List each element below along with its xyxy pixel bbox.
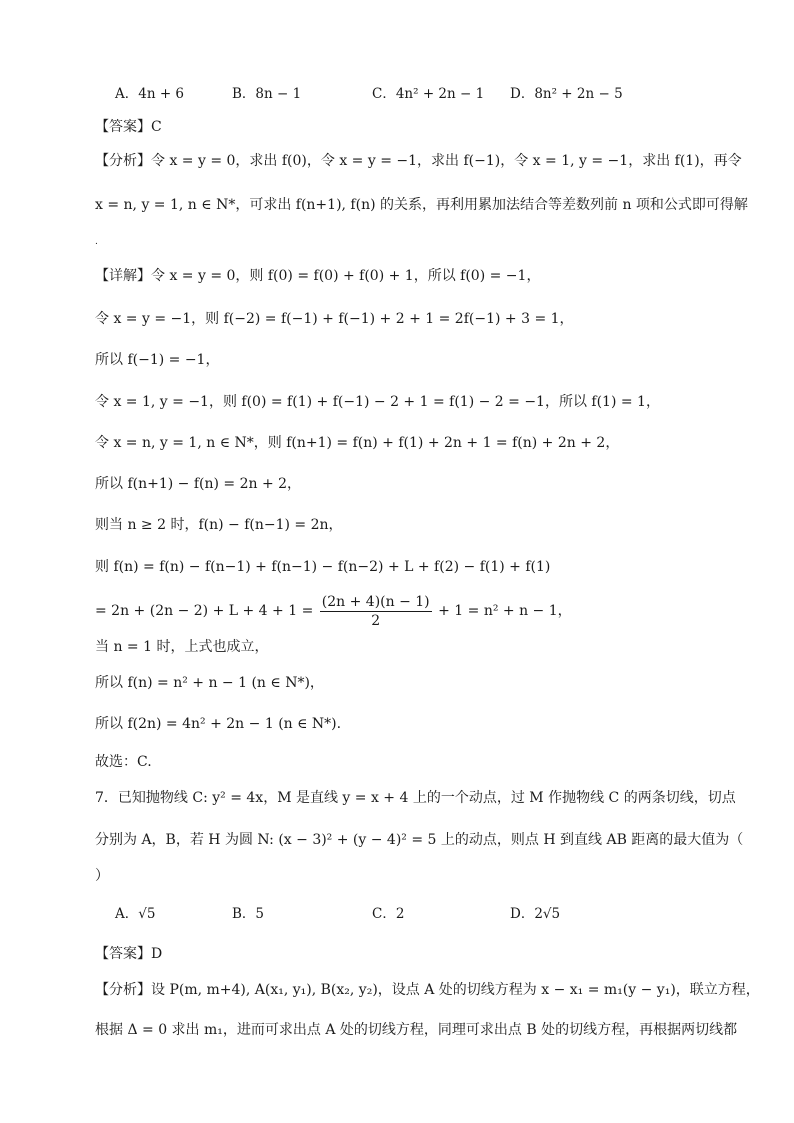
q7-answer-line [95,944,162,964]
sum-result: + 1 = n² + n − 1， [438,603,572,619]
q6-detail-line-3: 所以 f(−1) = −1， [95,352,220,368]
fraction [320,594,432,629]
q6-analysis-line-1 [95,151,742,171]
q6-analysis-line-2: x = n, y = 1, n ∈ N*，可求出 f(n+1), f(n) 的关系，再利用累加法结合等差数列前 n 项和公式即可得解 [95,197,748,213]
q7-stem-line-2: 分别为 A，B，若 H 为圆 N: (x − 3)² + (y − 4)² = 5 上的动点，则点 H 到直线 AB 距离的最大值为（ [95,832,744,848]
q6-answer-line [95,117,162,137]
q6-choose-line: 故选：C. [95,754,152,770]
q6-option-b: B．8n − 1 [232,86,302,102]
q7-stem-line-3: ） [95,868,109,884]
analysis-text-1: 设 P(m, m+4), A(x₁, y₁), B(x₂, y₂)，设点 A 处的切线方程为 x − x₁ = m₁(y − y₁)，联立方程， [151,982,760,998]
q6-detail-line-2: 令 x = y = −1，则 f(−2) = f(−1) + f(−1) + 2 + 1 = 2f(−1) + 3 = 1， [95,311,574,327]
analysis-text-1: 令 x = y = 0，求出 f(0)，令 x = y = −1，求出 f(−1)，令 x = 1, y = −1，求出 f(1)，再令 [151,153,742,169]
q6-analysis-line-3: . [95,237,98,247]
answer-tag: 【答案】 [95,946,151,962]
q6-detail-line-11: 所以 f(n) = n² + n − 1 (n ∈ N*)， [95,675,324,691]
q6-detail-line-10: 当 n = 1 时，上式也成立， [95,639,269,655]
analysis-tag: 【分析】 [95,153,151,169]
detail-text-1: 令 x = y = 0，则 f(0) = f(0) + f(0) + 1，所以 f(0) = −1， [151,268,541,284]
sum-expression: = 2n + (2n − 2) + L + 4 + 1 = [95,603,314,619]
q6-detail-line-6: 所以 f(n+1) − f(n) = 2n + 2， [95,476,302,492]
q7-option-a: A．√5 [115,906,156,922]
answer-tag: 【答案】 [95,119,151,135]
q6-detail-line-7: 则当 n ≥ 2 时，f(n) − f(n−1) = 2n， [95,517,343,533]
q6-option-d: D．8n² + 2n − 5 [510,86,623,102]
q6-detail-line-5: 令 x = n, y = 1, n ∈ N*，则 f(n+1) = f(n) + f(1) + 2n + 1 = f(n) + 2n + 2， [95,435,620,451]
q6-option-a: A．4n + 6 [115,86,185,102]
q6-option-c: C．4n² + 2n − 1 [372,86,485,102]
q7-option-d: D．2√5 [510,906,561,922]
q6-detail-line-8: 则 f(n) = f(n) − f(n−1) + f(n−1) − f(n−2) + L + f(2) − f(1) + f(1) [95,559,551,575]
fraction-numerator: (2n + 4)(n − 1) [321,593,430,610]
q6-detail-line-4: 令 x = 1, y = −1，则 f(0) = f(1) + f(−1) − 2 + 1 = f(1) − 2 = −1，所以 f(1) = 1， [95,394,660,410]
q7-analysis-line-2: 根据 Δ = 0 求出 m₁，进而可求出点 A 处的切线方程，同理可求出点 B 处的切线方程，再根据两切线都 [95,1022,738,1038]
q6-detail-line-12: 所以 f(2n) = 4n² + 2n − 1 (n ∈ N*). [95,716,342,732]
analysis-tag: 【分析】 [95,982,151,998]
q6-detail-line-9 [95,592,572,630]
q7-option-b: B．5 [232,906,265,922]
detail-tag: 【详解】 [95,268,151,284]
q7-option-c: C．2 [372,906,405,922]
q7-stem-line-1: 7．已知抛物线 C: y² = 4x，M 是直线 y = x + 4 上的一个动点，过 M 作抛物线 C 的两条切线，切点 [95,790,736,806]
fraction-denominator: 2 [371,612,381,629]
q7-analysis-line-1 [95,980,760,1000]
q6-detail-line-1 [95,266,540,286]
answer-value: D [151,946,163,962]
answer-value: C [151,119,162,135]
